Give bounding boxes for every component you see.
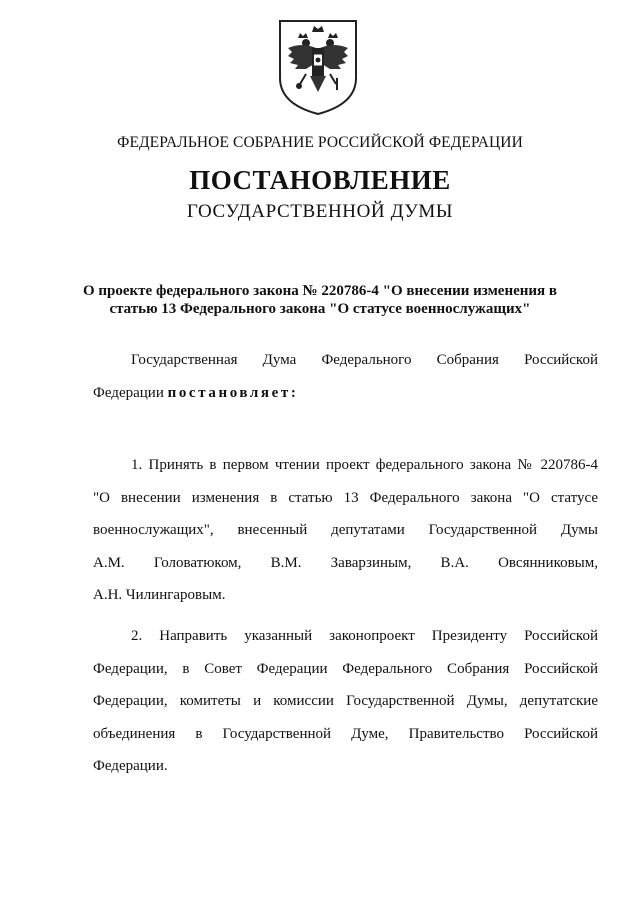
document-subject	[80, 282, 560, 318]
emblem	[276, 18, 360, 116]
decree-item-1	[93, 449, 598, 612]
paragraph-line: Федерации, в Совет Федерации Федерального Собрания Российской	[93, 660, 598, 677]
organization-name: ФЕДЕРАЛЬНОЕ СОБРАНИЕ РОССИЙСКОЙ ФЕДЕРАЦИИ	[117, 134, 523, 151]
decree-verb: постановляет:	[167, 384, 299, 401]
subject-line: статью 13 Федерального закона "О статусе военнослужащих"	[109, 301, 531, 317]
paragraph-line: объединения в Государственной Думе, Правительство Российской	[93, 725, 598, 742]
preamble-prefix: Федерации	[93, 384, 168, 401]
paragraph-line: 1. Принять в первом чтении проект федерального закона № 220786-4	[131, 457, 598, 473]
decree-item-2	[93, 620, 598, 783]
paragraph-line: Федерации.	[93, 758, 168, 775]
russian-coat-of-arms-icon	[276, 18, 360, 116]
paragraph-line: Федерации, комитеты и комиссии Государственной Думы, депутатские	[93, 693, 598, 710]
preamble-line	[93, 377, 598, 410]
paragraph-line: "О внесении изменения в статью 13 Федерального закона "О статусе	[93, 489, 598, 506]
document-issuer: ГОСУДАРСТВЕННОЙ ДУМЫ	[186, 201, 454, 222]
document-type: ПОСТАНОВЛЕНИЕ	[189, 165, 451, 195]
paragraph-line: А.Н. Чилингаровым.	[93, 587, 226, 604]
preamble	[93, 344, 598, 409]
subject-line: О проекте федерального закона № 220786-4 "О внесении изменения в	[82, 283, 558, 299]
paragraph-line: военнослужащих", внесенный депутатами Государственной Думы	[93, 522, 598, 539]
paragraph-line: А.М. Головатюком, В.М. Заварзиным, В.А. Овсянниковым,	[93, 554, 598, 571]
preamble-line: Государственная Дума Федерального Собрания Российской	[131, 352, 598, 368]
paragraph-line: 2. Направить указанный законопроект Президенту Российской	[131, 628, 598, 644]
